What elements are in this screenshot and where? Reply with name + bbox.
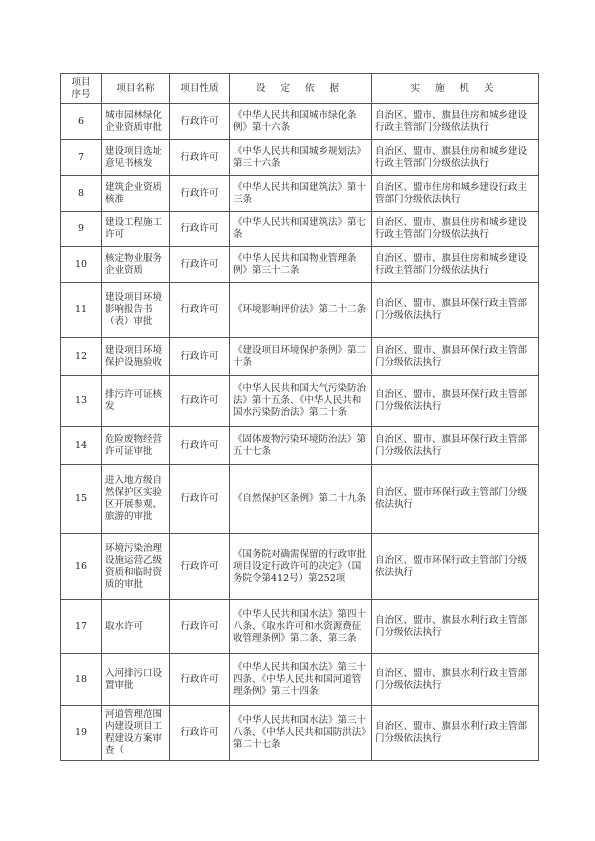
row-no: 7	[61, 140, 102, 176]
row-basis: 《自然保护区条例》第二十九条	[230, 465, 372, 534]
row-no: 17	[61, 600, 102, 654]
row-name: 危险废物经营许可证审批	[102, 427, 170, 465]
header-type: 项目性质	[170, 74, 230, 104]
table-row	[61, 706, 539, 761]
row-basis: 《中华人民共和国水法》第四十八条、《取水许可和水资源费征收管理条例》第二条、第三条	[230, 600, 372, 654]
table-row	[61, 212, 539, 247]
row-name: 排污许可证核发	[102, 376, 170, 427]
permits-table	[60, 73, 539, 761]
row-no: 13	[61, 376, 102, 427]
table-row	[61, 283, 539, 338]
row-type: 行政许可	[170, 247, 230, 283]
row-basis: 《环境影响评价法》第二十二条	[230, 283, 372, 338]
row-no: 8	[61, 176, 102, 212]
header-basis: 设 定 依 据	[230, 74, 372, 104]
row-basis: 《中华人民共和国城乡规划法》第三十六条	[230, 140, 372, 176]
row-no: 10	[61, 247, 102, 283]
header-name: 项目名称	[102, 74, 170, 104]
row-no: 18	[61, 654, 102, 706]
table-row	[61, 534, 539, 600]
row-basis: 《中华人民共和国水法》第三十八条、《中华人民共和国防洪法》第二十七条	[230, 706, 372, 761]
row-org: 自治区、盟市、旗县环保行政主管部门分级依法执行	[372, 338, 539, 376]
row-no: 9	[61, 212, 102, 247]
row-no: 19	[61, 706, 102, 761]
row-no: 12	[61, 338, 102, 376]
row-basis: 《中华人民共和国建筑法》第七条	[230, 212, 372, 247]
table-row	[61, 600, 539, 654]
row-type: 行政许可	[170, 706, 230, 761]
row-name: 环境污染治理设施运营乙级资质和临时资质的审批	[102, 534, 170, 600]
row-basis: 《固体废物污染环境防治法》第五十七条	[230, 427, 372, 465]
header-no: 项目 序号	[61, 74, 102, 104]
row-type: 行政许可	[170, 376, 230, 427]
row-org: 自治区、盟市环保行政主管部门分级依法执行	[372, 534, 539, 600]
row-no: 15	[61, 465, 102, 534]
row-basis: 《国务院对确需保留的行政审批项目设定行政许可的决定》（国务院令第412号）第252项	[230, 534, 372, 600]
row-type: 行政许可	[170, 427, 230, 465]
table-row	[61, 376, 539, 427]
row-basis: 《建设项目环境保护条例》第二十条	[230, 338, 372, 376]
row-basis: 《中华人民共和国建筑法》第十三条	[230, 176, 372, 212]
row-type: 行政许可	[170, 465, 230, 534]
row-type: 行政许可	[170, 176, 230, 212]
row-org: 自治区、盟市、旗县水利行政主管部门分级依法执行	[372, 600, 539, 654]
row-name: 建设项目选址意见书核发	[102, 140, 170, 176]
table-row	[61, 465, 539, 534]
table-row	[61, 104, 539, 140]
table-row	[61, 338, 539, 376]
row-type: 行政许可	[170, 140, 230, 176]
row-type: 行政许可	[170, 283, 230, 338]
row-org: 自治区、盟市、旗县水利行政主管部门分级依法执行	[372, 706, 539, 761]
table-row	[61, 140, 539, 176]
row-org: 自治区、盟市、旗县住房和城乡建设行政主管部门分级依法执行	[372, 140, 539, 176]
table-row	[61, 247, 539, 283]
table-row	[61, 176, 539, 212]
row-name: 建设项目环境保护设施验收	[102, 338, 170, 376]
row-no: 11	[61, 283, 102, 338]
header-org: 实 施 机 关	[372, 74, 539, 104]
row-basis: 《中华人民共和国城市绿化条例》第十六条	[230, 104, 372, 140]
row-type: 行政许可	[170, 104, 230, 140]
row-basis: 《中华人民共和国物业管理条例》第三十二条	[230, 247, 372, 283]
header-row	[61, 74, 539, 104]
row-name: 核定物业服务企业资质	[102, 247, 170, 283]
row-no: 16	[61, 534, 102, 600]
row-org: 自治区、盟市、旗县环保行政主管部门分级依法执行	[372, 427, 539, 465]
row-basis: 《中华人民共和国水法》第三十四条、《中华人民共和国河道管理条例》第三十四条	[230, 654, 372, 706]
row-name: 取水许可	[102, 600, 170, 654]
row-type: 行政许可	[170, 534, 230, 600]
row-type: 行政许可	[170, 600, 230, 654]
row-org: 自治区、盟市、旗县环保行政主管部门分级依法执行	[372, 376, 539, 427]
row-org: 自治区、盟市、旗县水利行政主管部门分级依法执行	[372, 654, 539, 706]
row-org: 自治区、盟市住房和城乡建设行政主管部门分级依法执行	[372, 176, 539, 212]
table-row	[61, 654, 539, 706]
row-name: 城市园林绿化企业资质审批	[102, 104, 170, 140]
row-org: 自治区、盟市、旗县住房和城乡建设行政主管部门分级依法执行	[372, 247, 539, 283]
row-name: 建设项目环境影响报告书（表）审批	[102, 283, 170, 338]
row-name: 河道管理范围内建设项目工程建设方案审查（	[102, 706, 170, 761]
row-org: 自治区、盟市、旗县住房和城乡建设行政主管部门分级依法执行	[372, 212, 539, 247]
table-row	[61, 427, 539, 465]
row-name: 进入地方级自然保护区实验区开展参观、旅游的审批	[102, 465, 170, 534]
row-org: 自治区、盟市、旗县住房和城乡建设行政主管部门分级依法执行	[372, 104, 539, 140]
row-type: 行政许可	[170, 654, 230, 706]
row-basis: 《中华人民共和国大气污染防治法》第十五条、《中华人民共和国水污染防治法》第二十条	[230, 376, 372, 427]
row-type: 行政许可	[170, 212, 230, 247]
row-type: 行政许可	[170, 338, 230, 376]
row-org: 自治区、盟市、旗县环保行政主管部门分级依法执行	[372, 283, 539, 338]
row-name: 建设工程施工许可	[102, 212, 170, 247]
row-name: 入河排污口设置审批	[102, 654, 170, 706]
row-name: 建筑企业资质核准	[102, 176, 170, 212]
row-no: 6	[61, 104, 102, 140]
row-org: 自治区、盟市环保行政主管部门分级依法执行	[372, 465, 539, 534]
row-no: 14	[61, 427, 102, 465]
